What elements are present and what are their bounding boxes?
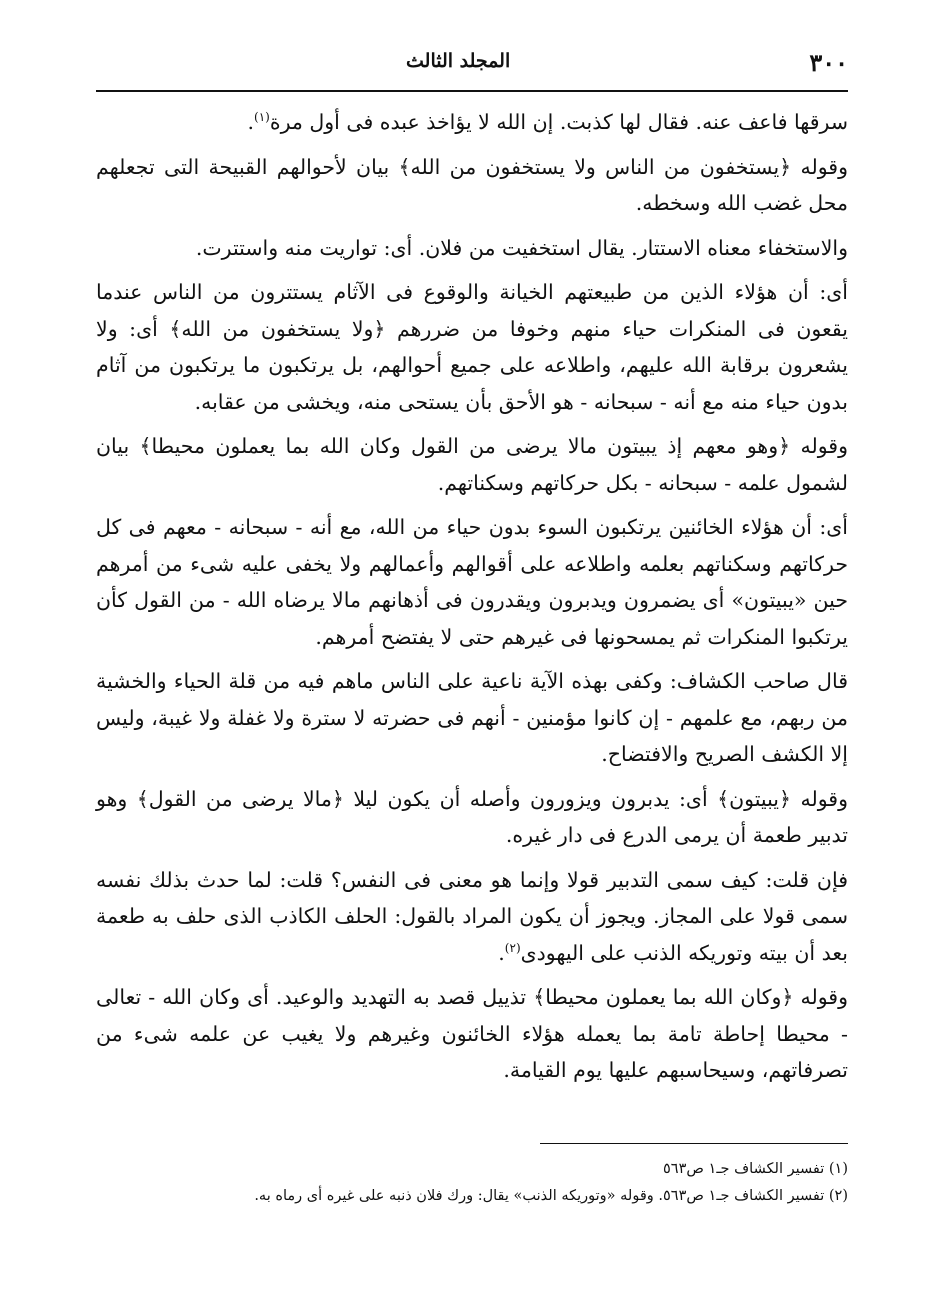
paragraph-10: وقوله ﴿وكان الله بما يعملون محيطا﴾ تذييل قصد به التهديد والوعيد. أى وكان الله - تعالى - محيطا إحاطة تامة بما يعمله هؤلاء الخائنون وغيرهم ولا يغيب عن علمه شىء من تصرفاتهم، وسيحاسبهم عليها يوم القيامة. xyxy=(96,985,848,1082)
footnotes xyxy=(96,1156,848,1210)
header-rule xyxy=(96,90,848,92)
paragraph-1-end: . xyxy=(247,110,255,134)
paragraph-6: أى: أن هؤلاء الخائنين يرتكبون السوء بدون حياء من الله، مع أنه - سبحانه - معهم فى كل حركاتهم وسكناتهم بعلمه واطلاعه على أقوالهم وأعمالهم ولا يخفى عليه شىء من أمرهم حين «يبيتون» أى يضمرون ويدبرون ويقدرون فى أذهانهم مالا يرضاه الله - من القول كأن يرتكبوا المنكرات ثم يمسحونها فى غيرهم حتى لا يفتضح أمرهم. xyxy=(96,515,848,649)
page-header xyxy=(96,44,848,84)
paragraph-8: وقوله ﴿يبيتون﴾ أى: يدبرون ويزورون وأصله أن يكون ليلا ﴿مالا يرضى من القول﴾ وهو تدبير طعمة أن يرمى الدرع فى دار غيره. xyxy=(96,786,848,847)
paragraph-1-text: سرقها فاعف عنه. فقال لها كذبت. إن الله لا يؤاخذ عبده فى أول مرة xyxy=(269,110,848,134)
paragraph-9 xyxy=(96,862,848,972)
footnote-rule xyxy=(540,1143,848,1144)
footnote-1: (١) تفسير الكشاف جـ١ ص٥٦٣ xyxy=(663,1161,848,1177)
footnote-2: (٢) تفسير الكشاف جـ١ ص٥٦٣. وقوله «وتوريكه الذنب» يقال: ورك فلان ذنبه على غيره أى رماه به. xyxy=(254,1188,848,1204)
footnote-ref-1: (١) xyxy=(254,110,270,125)
paragraph-4: أى: أن هؤلاء الذين من طبيعتهم الخيانة والوقوع فى الآثام يستترون من الناس عندما يقعون فى المنكرات حياء منهم وخوفا من ضررهم ﴿ولا يستخفون من الله﴾ أى: ولا يشعرون برقابة الله عليهم، واطلاعه على جميع أحوالهم، بل يرتكبون ما يرتكبون من آثام بدون حياء منه مع أنه - سبحانه - هو الأحق بأن يستحى منه، ويخشى من عقابه. xyxy=(96,280,848,414)
paragraph-2: وقوله ﴿يستخفون من الناس ولا يستخفون من الله﴾ بيان لأحوالهم القبيحة التى تجعلهم محل غضب الله وسخطه. xyxy=(96,154,848,215)
footnote-ref-2: (٢) xyxy=(504,940,521,955)
main-text xyxy=(96,104,848,1097)
paragraph-9-end: . xyxy=(498,940,505,965)
paragraph-1 xyxy=(96,104,848,141)
paragraph-9-text: فإن قلت: كيف سمى التدبير قولا وإنما هو معنى فى النفس؟ قلت: لما حدث بذلك نفسه سمى قولا على المجاز. ويجوز أن يكون المراد بالقول: الحلف الكاذب الذى حلف به طعمة بعد أن بيته وتوريكه الذنب على اليهودى xyxy=(96,867,848,965)
page-number: ٣٠٠ xyxy=(809,48,848,77)
volume-title: المجلد الثالث xyxy=(406,50,511,72)
paragraph-7: قال صاحب الكشاف: وكفى بهذه الآية ناعية على الناس ماهم فيه من قلة الحياء والخشية من ربهم، مع علمهم - إن كانوا مؤمنين - أنهم فى حضرته لا سترة ولا غفلة ولا غيبة، وليس إلا الكشف الصريح والافتضاح. xyxy=(96,669,848,766)
paragraph-3: والاستخفاء معناه الاستتار. يقال استخفيت من فلان. أى: تواريت منه واستترت. xyxy=(195,235,848,260)
paragraph-5: وقوله ﴿وهو معهم إذ يبيتون مالا يرضى من القول وكان الله بما يعملون محيطا﴾ بيان لشمول علمه - سبحانه - بكل حركاتهم وسكناتهم. xyxy=(96,434,848,495)
